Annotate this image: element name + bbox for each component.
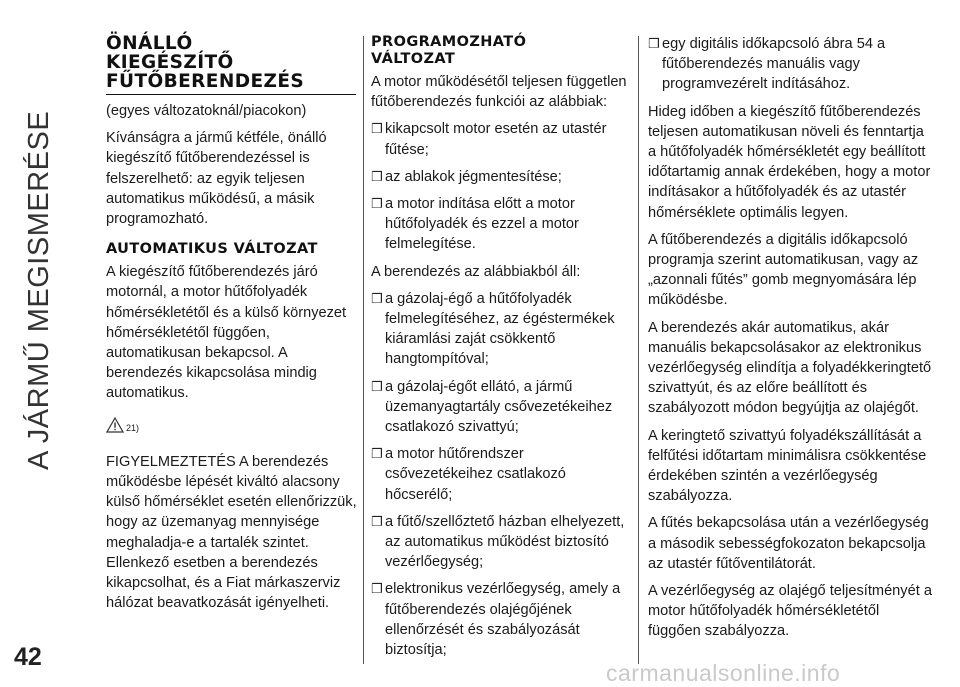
column-2 <box>371 34 631 667</box>
checkbox-square-icon: ❒ <box>371 581 383 597</box>
list-item <box>371 512 631 573</box>
paragraph: Hideg időben a kiegészítő fűtőberendezés teljesen automatikusan növeli és fenntartja a hűtőfolyadék hőmérsékletét egy beállított időtartamig annak érdekében, hogy a motor indításakor a hűtőfolyadék és az utastér hőmérséklete optimális legyen. <box>648 103 931 221</box>
checkbox-square-icon: ❒ <box>371 378 383 394</box>
subheading-programmable <box>371 34 631 68</box>
section-side-title: A JÁRMŰ MEGISMERÉSE <box>23 110 55 470</box>
warning-triangle-icon <box>106 417 124 433</box>
list-item-text: egy digitális időkapcsoló ábra 54 a fűtőberendezés manuális vagy programvezérelt indításához. <box>662 36 886 93</box>
section-subtitle: (egyes változatoknál/piacokon) <box>106 103 307 119</box>
column-divider <box>363 36 364 664</box>
list-item-text: elektronikus vezérlőegység, amely a fűtőberendezés olajégőjének ellenőrzését és szabályozását biztosítja; <box>385 581 621 659</box>
paragraph: A vezérlőegység az olajégő teljesítményét a motor hűtőfolyadék hőmérsékletétől függően szabályozza. <box>648 583 932 640</box>
checkbox-square-icon: ❒ <box>371 513 383 529</box>
section-heading <box>106 34 356 95</box>
column-divider <box>638 36 639 664</box>
list-item <box>371 194 631 255</box>
list-item-text: a gázolaj-égő a hűtőfolyadék felmelegítéséhez, az égéstermékek kiáramlási zaját csökkentő hangtompítóval; <box>385 290 615 368</box>
checkbox-square-icon: ❒ <box>371 168 383 184</box>
list-item-text: a motor hűtőrendszer csővezetékeihez csatlakozó hőcserélő; <box>385 446 566 503</box>
list-item <box>371 444 631 505</box>
watermark: carmanualsonline.info <box>606 660 841 686</box>
column-3 <box>648 34 932 649</box>
list-item <box>371 119 631 159</box>
column-1 <box>106 34 360 620</box>
paragraph: A fűtőberendezés a digitális időkapcsoló programja szerint automatikusan, vagy az „azonnali fűtés” gomb megnyomására lép működésbe. <box>648 231 919 309</box>
checkbox-square-icon: ❒ <box>371 446 383 462</box>
page-number: 42 <box>14 643 42 671</box>
paragraph: A keringtető szivattyú folyadékszállítását a felfűtési időtartam minimálisra csökkentése érdekében szintén a vezérlőegység szabályozza. <box>648 427 927 505</box>
checkbox-square-icon: ❒ <box>371 121 383 137</box>
paragraph: FIGYELMEZTETÉS A berendezés működésbe lépését kiváltó alacsony külső hőmérséklet esetén ellenőrizzük, hogy az üzemanyag mennyisége meghaladja-e a tartalék szintet. Ellenkező esetben a berendezés kikapcsolhat, és a Fiat márkaszerviz hálózat beavatkozását igényelheti. <box>106 453 357 612</box>
list-item <box>371 167 631 187</box>
list-item-text: az ablakok jégmentesítése; <box>385 168 562 185</box>
paragraph: A motor működésétől teljesen független fűtőberendezés funkciói az alábbiak: <box>371 74 627 111</box>
checkbox-square-icon: ❒ <box>371 196 383 212</box>
paragraph: A berendezés akár automatikus, akár manuális bekapcsolásakor az elektronikus vezérlőegység elindítja a folyadékkeringtető szivattyút, és az előre beállított és szabályozott módon begyújtja az olajégőt. <box>648 319 932 417</box>
list-item-text: a motor indítása előtt a motor hűtőfolyadék és ezzel a motor felmelegítése. <box>385 196 579 253</box>
list-item-text: a gázolaj-égőt ellátó, a jármű üzemanyagtartály csővezetékeihez csatlakozó szivattyú; <box>385 378 613 436</box>
checkbox-square-icon: ❒ <box>371 290 383 306</box>
list-item-text: kikapcsolt motor esetén az utastér fűtése; <box>385 121 607 158</box>
list-item <box>371 377 631 438</box>
list-item <box>371 289 631 370</box>
checkbox-square-icon: ❒ <box>648 36 660 51</box>
section-heading-line: FŰTŐBERENDEZÉS <box>106 71 305 92</box>
paragraph: A berendezés az alábbiakból áll: <box>371 263 581 280</box>
subheading-line: VÁLTOZAT <box>371 51 456 67</box>
list-item <box>648 34 932 95</box>
list-item <box>371 579 631 660</box>
paragraph: A fűtés bekapcsolása után a vezérlőegység a második sebességfokozaton bekapcsolja az utastér fűtőventilátorát. <box>648 515 929 572</box>
subheading-automatic: AUTOMATIKUS VÁLTOZAT <box>106 241 318 258</box>
subheading-line: PROGRAMOZHATÓ <box>371 34 527 50</box>
warning-note-reference <box>106 412 360 438</box>
section-heading-line: KIEGÉSZÍTŐ <box>106 52 234 73</box>
list-item-text: a fűtő/szellőztető házban elhelyezett, az automatikus működést biztosító vezérlőegység; <box>385 513 625 571</box>
paragraph: A kiegészítő fűtőberendezés járó motornál, a motor hűtőfolyadék hőmérsékletétől és a külső környezet hőmérsékletétől függően, automatikusan bekapcsol. A berendezés kikapcsolása mindig automatikus. <box>106 264 347 402</box>
section-heading-line: ÖNÁLLÓ <box>106 33 193 54</box>
paragraph: Kívánságra a jármű kétféle, önálló kiegészítő fűtőberendezéssel is felszerelhető: az egyik teljesen automatikus működésű, a másik programozható. <box>106 130 327 228</box>
note-reference-number: 21) <box>126 422 140 433</box>
